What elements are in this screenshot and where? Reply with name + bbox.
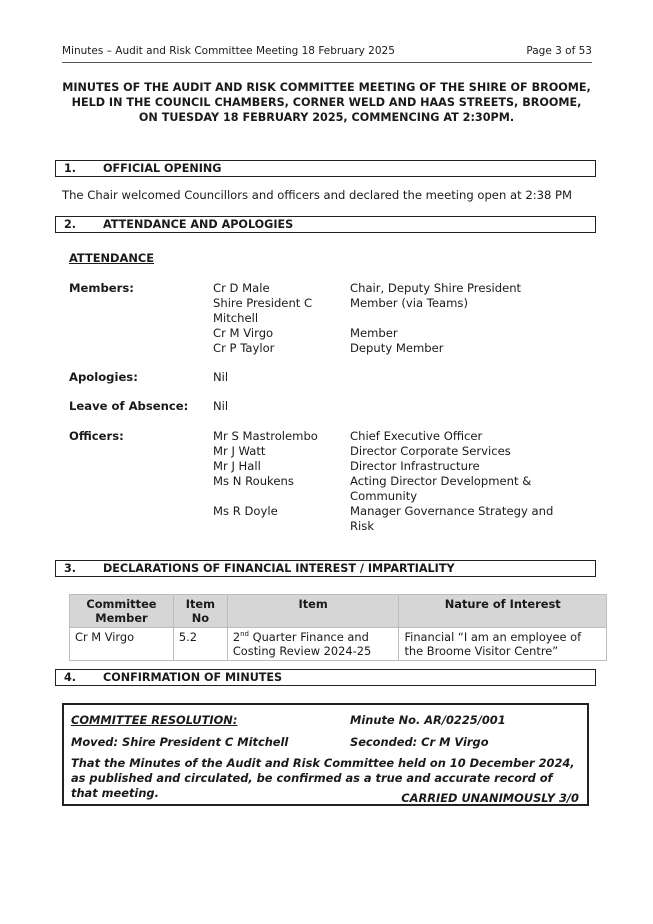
opening-statement: The Chair welcomed Councillors and officers and declared the meeting open at 2:38 PM [62,188,573,202]
officer-position: Director Corporate Services [350,444,511,458]
officer-name: Mr J Hall [213,459,261,473]
item-text: Quarter Finance and Costing Review 2024-25 [232,630,372,658]
section-number: 3. [64,562,77,575]
resolution-text: That the Minutes of the Audit and Risk Committee held on 10 December 2024, as published and circulated, be confirmed as a true and accurate record of that meeting. [71,756,575,800]
member-position: Deputy Member [350,341,444,355]
page-header [62,45,592,63]
member-positions [350,281,590,356]
section-label: DECLARATIONS OF FINANCIAL INTEREST / IMPARTIALITY [103,562,455,575]
member-name: Cr M Virgo [213,326,274,340]
member-name: Shire President C Mitchell [213,296,313,325]
leave-label: Leave of Absence: [69,399,189,413]
member-name: Cr P Taylor [213,341,275,355]
cell-nature: Financial “I am an employee of the Broome Visitor Centre” [399,628,607,661]
column-header: Item No [173,595,227,628]
officer-name: Mr J Watt [213,444,266,458]
minute-number: Minute No. AR/0225/001 [350,713,506,727]
minutes-title [40,80,613,125]
seconded-by: Seconded: Cr M Virgo [350,735,489,749]
section-heading-attendance [55,216,596,233]
officer-position: Acting Director Development & Community [350,474,532,503]
cell-member: Cr M Virgo [70,628,174,661]
column-header: Committee Member [70,595,174,628]
officer-position: Chief Executive Officer [350,429,483,443]
item-ordinal-suffix: nd [240,630,249,639]
item-ordinal: 2 [232,630,241,644]
section-heading-official-opening [55,160,596,177]
resolution-label: COMMITTEE RESOLUTION: [71,713,238,727]
page-number: Page 3 of 53 [526,45,592,57]
column-header: Nature of Interest [399,595,607,628]
title-line-3: ON TUESDAY 18 FEBRUARY 2025, COMMENCING AT 2:30PM. [138,111,515,124]
section-number: 2. [64,218,77,231]
title-line-1: MINUTES OF THE AUDIT AND RISK COMMITTEE MEETING OF THE SHIRE OF BROOME, [62,81,591,94]
apologies-value: Nil [213,370,229,384]
officer-name: Mr S Mastrolembo [213,429,318,443]
officer-position: Manager Governance Strategy and Risk [350,504,554,533]
officer-name: Ms R Doyle [213,504,278,518]
officer-name: Ms N Roukens [213,474,294,488]
title-line-2: HELD IN THE COUNCIL CHAMBERS, CORNER WELD AND HAAS STREETS, BROOME, [71,96,582,109]
member-position: Chair, Deputy Shire President [350,281,522,295]
member-name: Cr D Male [213,281,270,295]
table-row [70,628,607,661]
cell-item-no: 5.2 [173,628,227,661]
members-label: Members: [69,281,134,295]
member-position: Member (via Teams) [350,296,468,310]
section-label: OFFICIAL OPENING [103,162,222,175]
declarations-table [69,594,607,661]
officer-position: Director Infrastructure [350,459,480,473]
attendance-heading: ATTENDANCE [69,251,154,265]
leave-value: Nil [213,399,229,413]
section-label: CONFIRMATION OF MINUTES [103,671,283,684]
officers-label: Officers: [69,429,124,443]
section-heading-declarations [55,560,596,577]
cell-item [227,628,399,661]
section-number: 1. [64,162,77,175]
moved-by: Moved: Shire President C Mitchell [71,735,289,749]
committee-resolution-box [62,703,589,806]
section-label: ATTENDANCE AND APOLOGIES [103,218,294,231]
member-names [213,281,338,356]
header-title: Minutes – Audit and Risk Committee Meeting 18 February 2025 [62,45,395,57]
section-number: 4. [64,671,77,684]
resolution-result: CARRIED UNANIMOUSLY 3/0 [401,791,579,805]
officer-positions [350,429,575,534]
officer-names [213,429,338,519]
table-header-row [70,595,607,628]
section-heading-confirmation [55,669,596,686]
apologies-label: Apologies: [69,370,138,384]
column-header: Item [227,595,399,628]
member-position: Member [350,326,398,340]
